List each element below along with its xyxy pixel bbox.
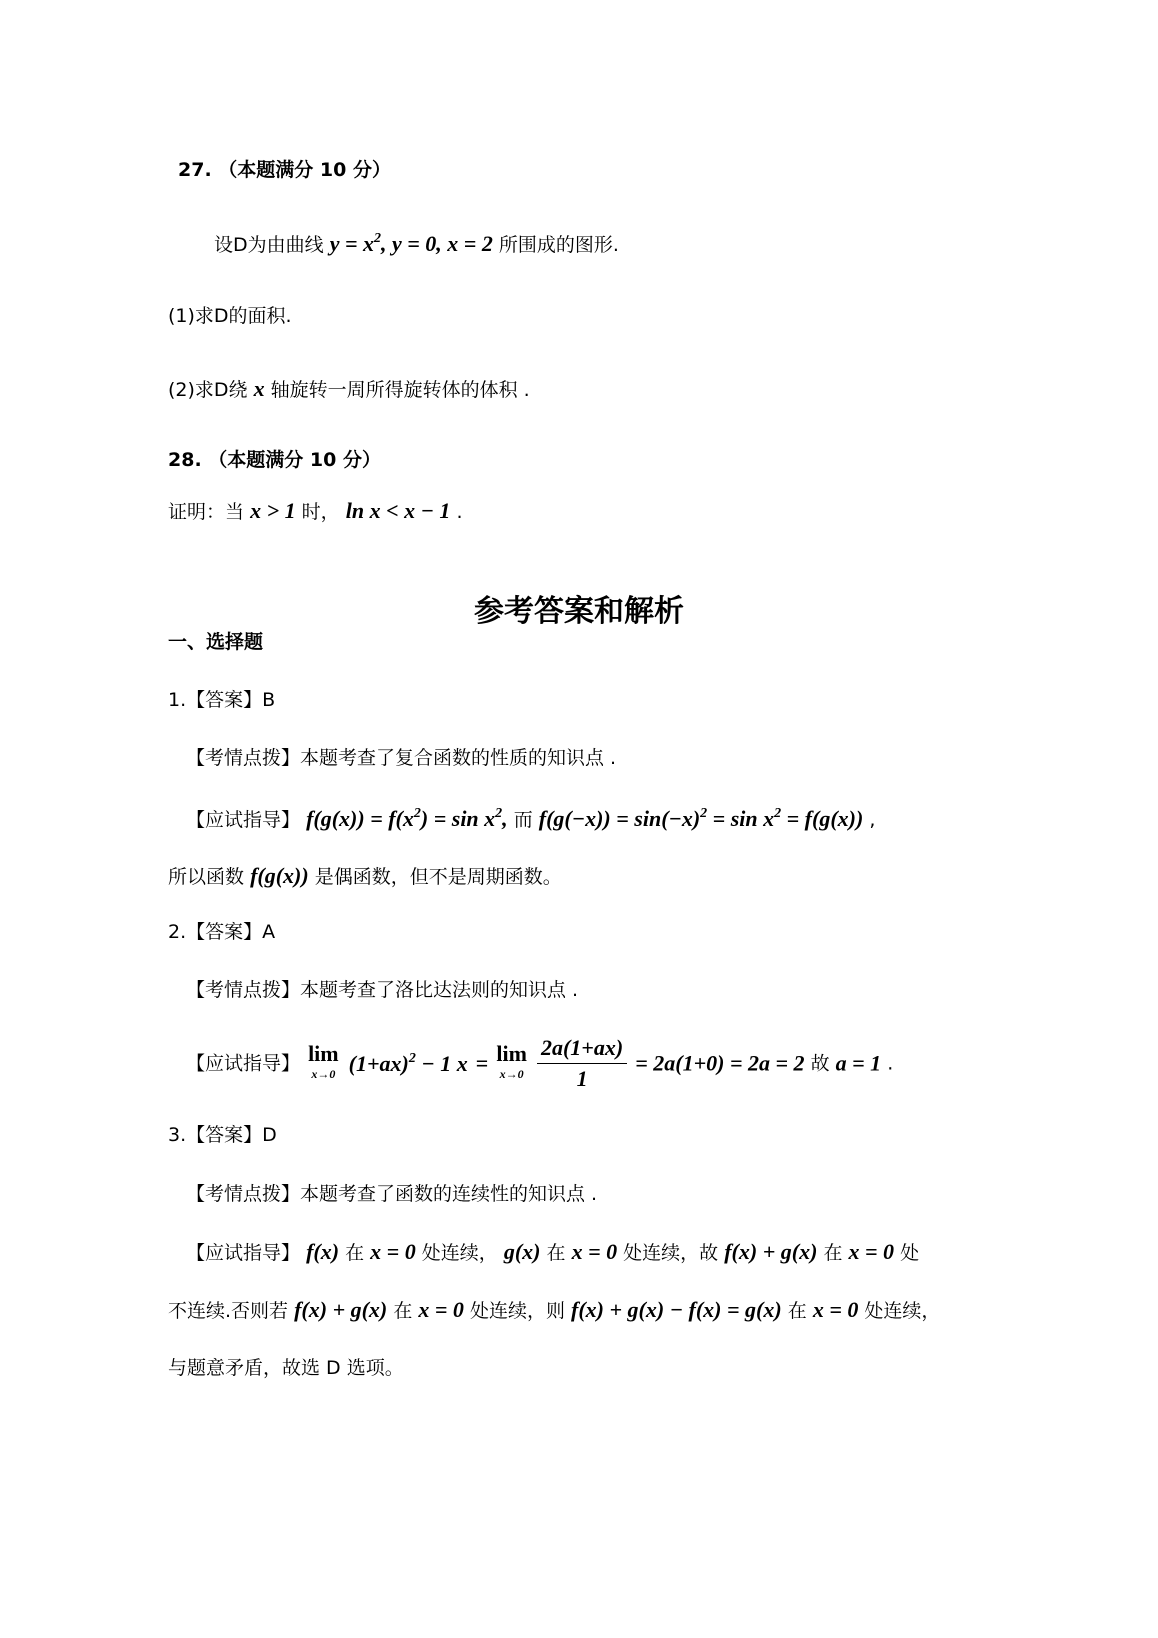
a2-tail-post: . bbox=[887, 1052, 894, 1075]
a2-point: 【考情点拨】本题考查了洛比达法则的知识点 . bbox=[186, 979, 579, 1001]
a2-lim1-word: lim bbox=[308, 1040, 339, 1066]
a1-guide bbox=[186, 805, 875, 834]
a2-lim2 bbox=[496, 1040, 527, 1084]
a2-lim1 bbox=[308, 1040, 339, 1084]
a3-l1-t1: 在 bbox=[345, 1242, 365, 1264]
q27-intro bbox=[214, 230, 619, 259]
a3-guide-line3: 与题意矛盾，故选 D 选项。 bbox=[168, 1357, 404, 1379]
a1-guide-post: , bbox=[869, 809, 876, 831]
a2-guide bbox=[186, 1030, 893, 1097]
q28-pre: 证明：当 bbox=[168, 501, 245, 523]
a3-l1-m6: x = 0 bbox=[848, 1239, 895, 1264]
a1-conclusion-math: f(g(x)) bbox=[250, 863, 309, 888]
a3-l1-m4: x = 0 bbox=[571, 1239, 618, 1264]
a2-lim2-word: lim bbox=[496, 1040, 527, 1066]
a2-label: 2.【答案】A bbox=[168, 921, 276, 943]
a2-tail-math: = 2a(1+0) = 2a = 2 bbox=[635, 1050, 805, 1076]
a3-l2-m3: f(x) + g(x) − f(x) = g(x) bbox=[571, 1297, 782, 1322]
q27-part2 bbox=[168, 375, 530, 404]
a3-l2-t2: 在 bbox=[393, 1300, 413, 1322]
q27-part2-text: (2)求D绕 bbox=[168, 379, 248, 401]
q28-mid: 时， bbox=[301, 501, 340, 523]
a3-guide-line1 bbox=[186, 1238, 919, 1267]
q28-statement bbox=[168, 497, 463, 526]
q28-heading: 28. （本题满分 10 分） bbox=[168, 449, 381, 471]
a2-tail-mid: 故 bbox=[810, 1052, 830, 1075]
q28-math2: ln x < x − 1 bbox=[345, 498, 451, 523]
q27-intro-post: 所围成的图形. bbox=[498, 234, 619, 256]
a3-l1-t3: 在 bbox=[546, 1242, 566, 1264]
a1-guide-mid: 而 bbox=[513, 809, 533, 831]
q27-intro-text: 设D为由曲线 bbox=[214, 234, 324, 256]
a2-guide-label: 【应试指导】 bbox=[186, 1052, 301, 1075]
q27-intro-math: $y = x^2$, y = 0, x = 2 bbox=[329, 231, 493, 256]
a2-lim1-sub: x→0 bbox=[311, 1066, 336, 1081]
q28-post: . bbox=[456, 501, 463, 523]
a1-point: 【考情点拨】本题考查了复合函数的性质的知识点 . bbox=[186, 747, 617, 769]
answers-title: 参考答案和解析 bbox=[474, 594, 684, 629]
section-heading: 一、选择题 bbox=[168, 631, 264, 653]
a1-guide-label: 【应试指导】 bbox=[186, 809, 301, 831]
a2-eq: = bbox=[475, 1050, 489, 1076]
a3-l2-m1: f(x) + g(x) bbox=[294, 1297, 388, 1322]
a1-label: 1.【答案】B bbox=[168, 689, 276, 711]
q28-math1: x > 1 bbox=[250, 498, 296, 523]
a2-frac2-den: 1 bbox=[576, 1066, 588, 1091]
a3-l2-m4: x = 0 bbox=[812, 1297, 859, 1322]
a3-l1-t2: 处连续， bbox=[421, 1242, 498, 1264]
a3-l2-t5: 处连续， bbox=[864, 1300, 941, 1322]
a3-l1-m3: g(x) bbox=[503, 1239, 541, 1264]
a3-l1-m2: x = 0 bbox=[370, 1239, 416, 1264]
a3-label: 3.【答案】D bbox=[168, 1124, 277, 1146]
a3-l2-t1: 不连续.否则若 bbox=[168, 1300, 289, 1322]
q27-heading: 27. （本题满分 10 分） bbox=[178, 159, 391, 181]
a3-l2-m2: x = 0 bbox=[418, 1297, 464, 1322]
a3-l1-t4: 处连续，故 bbox=[623, 1242, 719, 1264]
a1-conclusion-post: 是偶函数，但不是周期函数。 bbox=[314, 866, 562, 888]
a2-frac1: $(1+ax)^2 - 1$ x bbox=[348, 1050, 468, 1076]
a2-frac2 bbox=[537, 1033, 627, 1094]
a3-l1-t6: 处 bbox=[900, 1242, 920, 1264]
q27-part2-post: 轴旋转一周所得旋转体的体积 . bbox=[270, 379, 530, 401]
a3-l2-t3: 处连续，则 bbox=[469, 1300, 565, 1322]
a1-guide-math1: $f(g(x)) = f(x^2) = \sin x^2$, bbox=[306, 806, 508, 831]
q27-part2-math: x bbox=[253, 376, 265, 401]
a1-conclusion bbox=[168, 862, 562, 891]
a2-tail-math2: a = 1 bbox=[835, 1050, 882, 1076]
a1-guide-math2: $f(g(-x)) = \sin(-x)^2 = \sin x^2 = f(g(x))$ bbox=[538, 806, 864, 831]
a3-guide-label: 【应试指导】 bbox=[186, 1242, 301, 1264]
a3-point: 【考情点拨】本题考查了函数的连续性的知识点 . bbox=[186, 1183, 598, 1205]
q27-part1: (1)求D的面积. bbox=[168, 305, 292, 327]
a3-l2-t4: 在 bbox=[787, 1300, 807, 1322]
a1-conclusion-pre: 所以函数 bbox=[168, 866, 245, 888]
a3-l1-m5: f(x) + g(x) bbox=[724, 1239, 818, 1264]
a2-frac2-num: 2a(1+ax) bbox=[537, 1033, 627, 1064]
a3-l1-t5: 在 bbox=[823, 1242, 843, 1264]
a2-lim2-sub: x→0 bbox=[499, 1066, 524, 1081]
a3-guide-line2 bbox=[168, 1296, 940, 1325]
a3-l1-m1: f(x) bbox=[306, 1239, 340, 1264]
